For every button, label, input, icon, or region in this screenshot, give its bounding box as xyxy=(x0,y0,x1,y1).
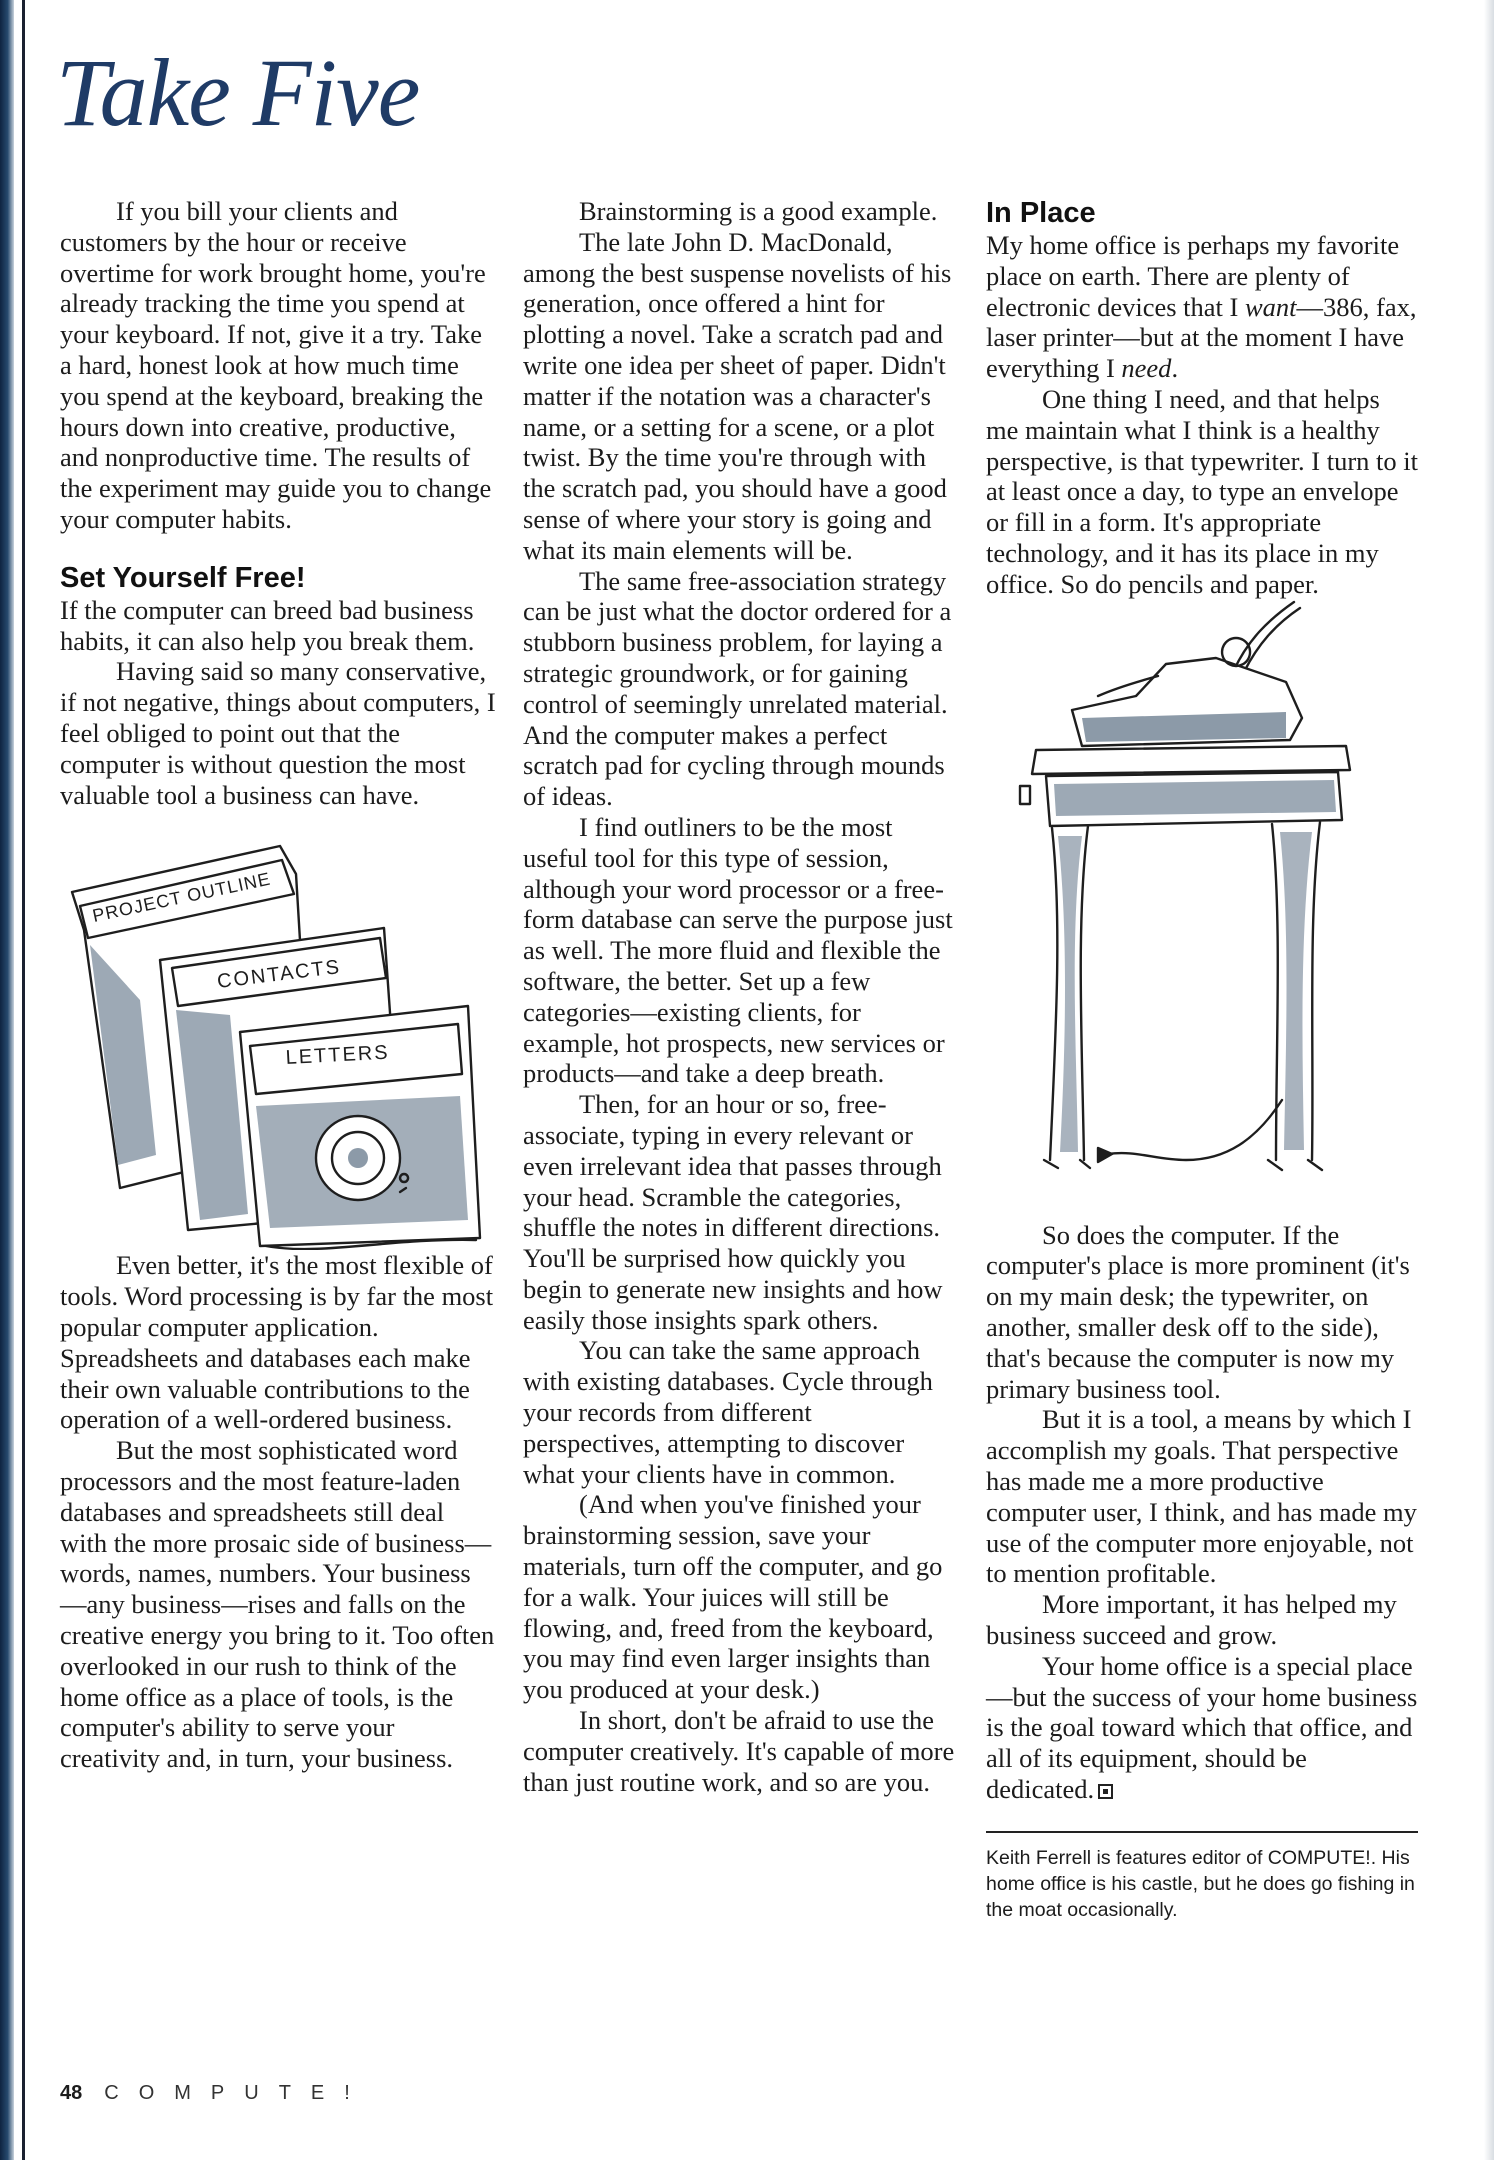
paragraph: Having said so many conservative, if not negative, things about computers, I feel obliged to point out that the computer is without question the most valuable tool a business can have. xyxy=(60,656,496,810)
paragraph: In short, don't be afraid to use the computer creatively. It's capable of more than just routine work, and so are you. xyxy=(523,1705,955,1797)
paragraph: If the computer can breed bad business habits, it can also help you break them. xyxy=(60,594,475,656)
column-3 xyxy=(986,196,1418,1923)
paragraph: The same free-association strategy can be just what the doctor ordered for a stubborn business problem, for laying a strategic groundwork, or for gaining control of seemingly unrelated material. And the computer makes a perfect scratch pad for cycling through mounds of ideas. xyxy=(523,565,952,812)
column-1 xyxy=(60,196,496,1774)
paragraph: But it is a tool, a means by which I accomplish my goals. That perspective has made me a more productive computer user, I think, and has made my use of the computer more enjoyable, not to mention profitable. xyxy=(986,1404,1417,1589)
emphasis-want: want xyxy=(1244,291,1297,322)
left-page-edge xyxy=(0,0,14,2160)
paragraph: So does the computer. If the computer's place is more prominent (it's on my main desk; the typewriter, on another, smaller desk off to the side), that's because the computer is now my primary business tool. xyxy=(986,1219,1410,1404)
end-of-article-icon xyxy=(1098,1784,1113,1799)
author-bio: Keith Ferrell is features editor of COMPUTE!. His home office is his castle, but he does go fishing in the moat occasionally. xyxy=(986,1831,1418,1923)
emphasis-need: need xyxy=(1121,353,1172,384)
text-run: . xyxy=(1171,353,1179,384)
right-page-edge xyxy=(1484,0,1494,2160)
paragraph: One thing I need, and that helps me maintain what I think is a healthy perspective, is that typewriter. I turn to it at least once a day, to type an envelope or fill in a form. It's appropriate technology, and it has its place in my office. So do pencils and paper. xyxy=(986,383,1418,599)
page-number: 48 xyxy=(60,2082,83,2104)
paragraph xyxy=(986,230,1418,384)
column-2 xyxy=(523,196,955,1797)
magazine-name: COMPUTE! xyxy=(104,2082,370,2104)
file-folders-illustration xyxy=(60,810,496,1250)
folder-label-project-outline: PROJECT OUTLINE xyxy=(90,868,273,927)
page-footer xyxy=(60,2082,370,2105)
paragraph: I find outliners to be the most useful tool for this type of session, although your word processor or a free-form database can serve the purpose just as well. The more fluid and flexible the software, the better. Set up a few categories—existing clients, for example, hot prospects, new services or products—and take a deep breath. xyxy=(523,811,953,1089)
folder-label-contacts: CONTACTS xyxy=(215,956,343,994)
paragraph: If you bill your clients and customers by the hour or receive overtime for work brought home, you're already tracking the time you spend at your keyboard. If not, give it a try. Take a hard, honest look at how much time you spend at the keyboard, breaking the hours down into creative, productive, and nonproductive time. The results of the experiment may guide you to change your computer habits. xyxy=(60,196,492,534)
paragraph: Brainstorming is a good example. xyxy=(579,196,938,226)
section-heading-set-yourself-free: Set Yourself Free! xyxy=(60,561,306,594)
paragraph: But the most sophisticated word processors and the most feature-laden databases and spreadsheets still deal with the more prosaic side of business—words, names, numbers. Your business—any business—rises and falls on the creative energy you bring to it. Too often overlooked in our rush to think of the home office as a place of tools, is the computer's ability to serve your creativity and, in turn, your business. xyxy=(60,1435,495,1774)
paragraph: You can take the same approach with existing databases. Cycle through your records from different perspectives, attempting to discover what your clients have in common. xyxy=(523,1335,933,1489)
text-run: My home office is perhaps my favorite place on earth. There are plenty of electronic devices that I xyxy=(986,230,1400,322)
paragraph: Even better, it's the most flexible of tools. Word processing is by far the most popular computer application. Spreadsheets and databases each make their own valuable contributions to the operation of a well-ordered business. xyxy=(60,1250,494,1435)
left-rule xyxy=(22,0,25,2160)
typewriter-desk-illustration xyxy=(986,600,1418,1220)
section-heading-in-place: In Place xyxy=(986,197,1096,229)
paragraph: More important, it has helped my business succeed and grow. xyxy=(986,1589,1397,1650)
article-headline: Take Five xyxy=(56,39,420,146)
text-run: Your home office is a special place—but the success of your home business is the goal toward which that office, and all of its equipment, should be dedicated. xyxy=(986,1650,1418,1804)
paragraph: The late John D. MacDonald, among the best suspense novelists of his generation, once offered a hint for plotting a novel. Take a scratch pad and write one idea per sheet of paper. Didn't matter if the notation was a character's name, or a setting for a scene, or a plot twist. By the time you're through with the scratch pad, you should have a good sense of where your story is going and what its main elements will be. xyxy=(523,226,952,565)
paragraph: Then, for an hour or so, free-associate, typing in every relevant or even irrelevant idea that passes through your head. Scramble the categories, shuffle the notes in different directions. You'll be surprised how quickly you begin to generate new insights and how easily those insights spark others. xyxy=(523,1089,943,1335)
paragraph: (And when you've finished your brainstorming session, save your materials, turn off the computer, and go for a walk. Your juices will still be flowing, and, freed from the keyboard, you may find even larger insights than you produced at your desk.) xyxy=(523,1489,943,1705)
folder-label-letters: LETTERS xyxy=(285,1041,391,1070)
text-run: —386, fax, laser printer—but at the moment I have everything I xyxy=(986,291,1417,384)
paragraph xyxy=(986,1651,1418,1805)
